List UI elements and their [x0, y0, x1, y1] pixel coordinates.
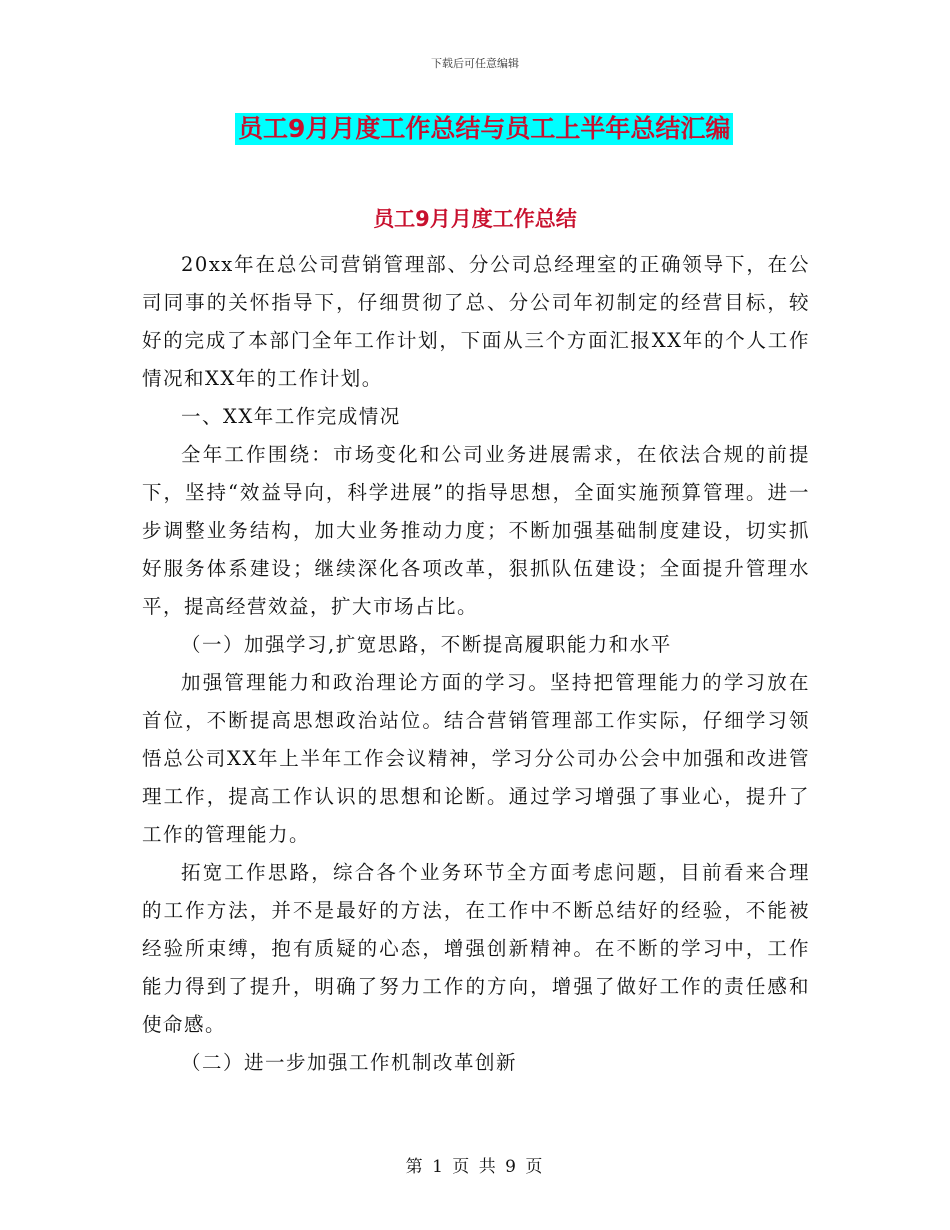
- section-title: 员工9月月度工作总结: [373, 207, 577, 231]
- heading-part-one: 一、XX年工作完成情况: [181, 405, 401, 428]
- paragraph-learning: 加强管理能力和政治理论方面的学习。坚持把管理能力的学习放在首位，不断提高思想政治站位。结合营销管理部工作实际，仔细学习领悟总公司XX年上半年工作会议精神，学习分公司办公会中加强和改进管理工作，提高工作认识的思想和论断。通过学习增强了事业心，提升了工作的管理能力。: [142, 671, 810, 846]
- subheading-one: （一）加强学习,扩宽思路，不断提高履职能力和水平: [181, 633, 672, 656]
- paragraph-thinking: 拓宽工作思路，综合各个业务环节全方面考虑问题，目前看来合理的工作方法，并不是最好的方法，在工作中不断总结好的经验，不能被经验所束缚，抱有质疑的心态，增强创新精神。在不断的学习中，工作能力得到了提升，明确了努力工作的方向，增强了做好工作的责任感和使命感。: [142, 861, 810, 1036]
- header-note: 下载后可任意编辑: [431, 57, 519, 70]
- paragraph-intro: 20xx年在总公司营销管理部、分公司总经理室的正确领导下，在公司同事的关怀指导下，仔细贯彻了总、分公司年初制定的经营目标，较好的完成了本部门全年工作计划，下面从三个方面汇报XX年的个人工作情况和XX年的工作计划。: [142, 253, 810, 390]
- document-title: 员工9月月度工作总结与员工上半年总结汇编: [235, 113, 733, 145]
- subheading-two: （二）进一步加强工作机制改革创新: [181, 1051, 518, 1074]
- page-number-footer: 第 1 页 共 9 页: [405, 1157, 545, 1177]
- document-body: [142, 246, 810, 1082]
- paragraph-overview: 全年工作围绕：市场变化和公司业务进展需求，在依法合规的前提下，坚持“效益导向，科学进展”的指导思想，全面实施预算管理。进一步调整业务结构，加大业务推动力度；不断加强基础制度建设，切实抓好服务体系建设；继续深化各项改革，狠抓队伍建设；全面提升管理水平，提高经营效益，扩大市场占比。: [142, 443, 810, 618]
